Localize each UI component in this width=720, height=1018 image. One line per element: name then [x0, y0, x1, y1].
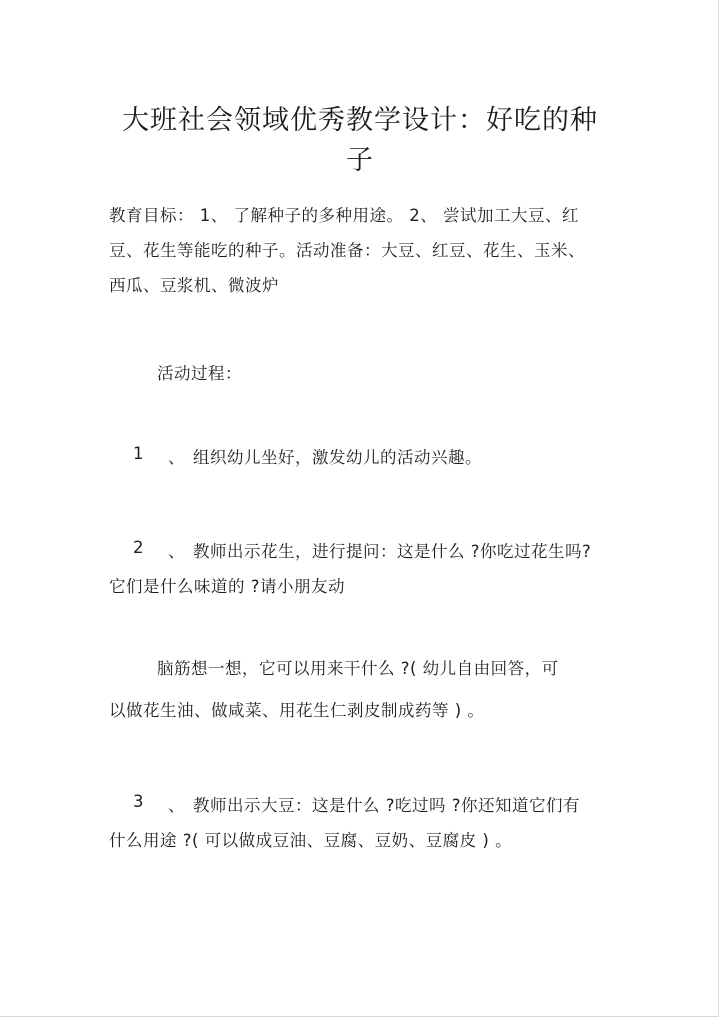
goals-line-3: 西瓜、豆浆机、微波炉 [109, 276, 279, 295]
goals-line-1: 教育目标： 1、 了解种子的多种用途。 2、 尝试加工大豆、红 [109, 206, 579, 225]
goals-line-2: 豆、花生等能吃的种子。活动准备：大豆、红豆、花生、玉米、 [109, 241, 585, 260]
step-1-text: 组织幼儿坐好，激发幼儿的活动兴趣。 [193, 448, 482, 467]
step-3-line-2: 什么用途 ?( 可以做成豆油、豆腐、豆奶、豆腐皮 ) 。 [109, 831, 513, 850]
step-2-line-4: 以做花生油、做咸菜、用花生仁剥皮制成药等 ) 。 [109, 701, 485, 720]
document-title-line-2: 子 [346, 145, 374, 176]
step-3-separator: 、 [168, 796, 185, 815]
step-2-text: 教师出示花生，进行提问：这是什么 ?你吃过花生吗? [193, 542, 592, 561]
document-title-line-1: 大班社会领域优秀教学设计：好吃的种 [122, 105, 598, 136]
step-3-text: 教师出示大豆：这是什么 ?吃过吗 ?你还知道它们有 [193, 796, 581, 815]
step-2-line-2: 它们是什么味道的 ?请小朋友动 [109, 577, 346, 596]
step-2-line-3: 脑筋想一想，它可以用来干什么 ?( 幼儿自由回答，可 [157, 659, 559, 678]
step-2-number: 2 [133, 538, 144, 557]
process-heading: 活动过程： [157, 364, 242, 383]
step-1-separator: 、 [168, 448, 185, 467]
step-3-number: 3 [133, 792, 144, 811]
step-1-number: 1 [133, 444, 144, 463]
step-2-separator: 、 [168, 542, 185, 561]
